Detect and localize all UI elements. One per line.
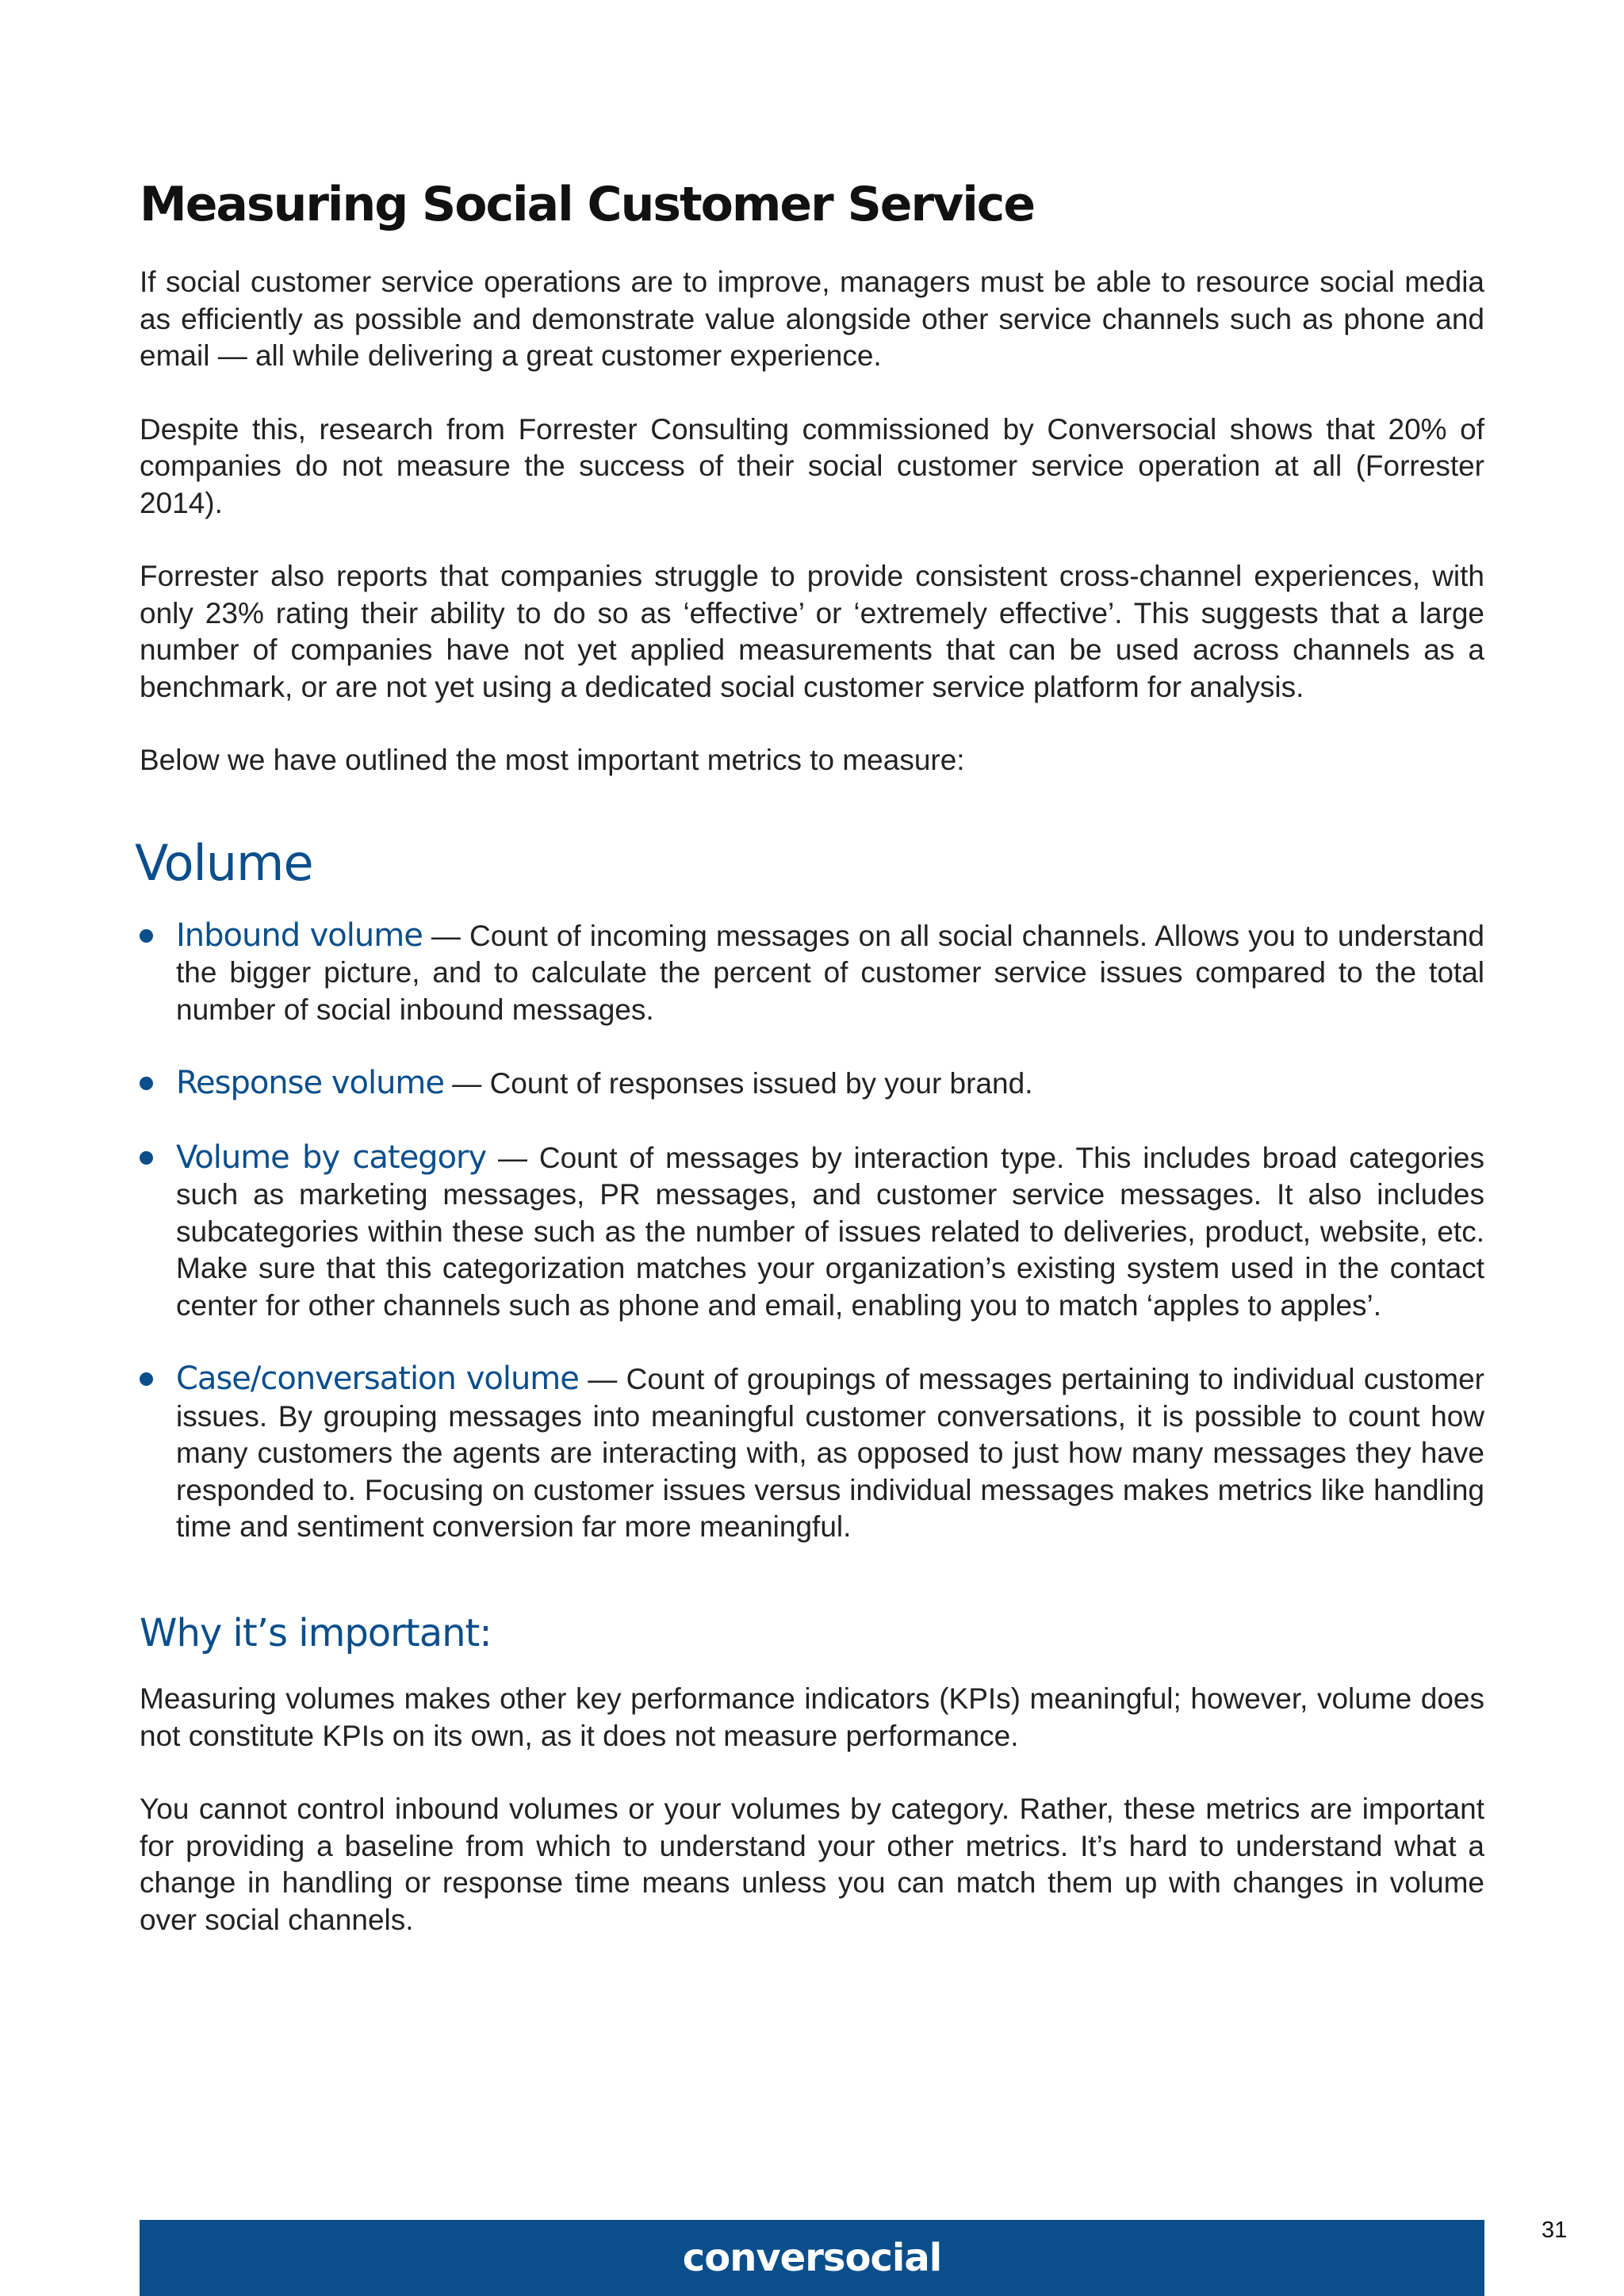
bullet-icon <box>140 1077 153 1090</box>
metric-term: Inbound volume <box>176 916 423 954</box>
section-title-volume: Volume <box>135 833 313 892</box>
bullet-icon <box>140 929 153 943</box>
intro-paragraph-2: Despite this, research from Forrester Consulting commissioned by Conversocial shows that 20% of companies do not measure the success of their social customer service operation at all (Forrester 2014). <box>140 412 1484 519</box>
metric-description: — Count of groupings of messages pertaining to individual customer issues. By grouping messages into meaningful customer conversations, it is possible to count how many customers the agents are interacting with, as opposed to just how many messages they have responded to. Focusing on customer issues versus individual messages makes metrics like handling time and sentiment conversion far more meaningful. <box>176 1363 1484 1544</box>
metric-description: — Count of responses issued by your brand. <box>444 1067 1033 1100</box>
metric-item-case-conversation-volume <box>140 1360 1484 1546</box>
page-number: 31 <box>1542 2218 1568 2243</box>
metric-term: Response volume <box>176 1065 445 1102</box>
bullet-icon <box>140 1151 153 1165</box>
intro-paragraph-4: Below we have outlined the most important metrics to measure: <box>140 744 965 776</box>
metric-list <box>140 917 1484 1546</box>
metric-item-response-volume <box>140 1065 1484 1103</box>
why-paragraph-1: Measuring volumes makes other key performance indicators (KPIs) meaningful; however, volume does not constitute KPIs on its own, as it does not measure performance. <box>140 1682 1484 1752</box>
metric-item-inbound-volume <box>140 917 1484 1029</box>
metric-item-volume-by-category <box>140 1139 1484 1325</box>
metric-description: — Count of messages by interaction type. This includes broad categories such as marketing messages, PR messages, and customer service messages. It also includes subcategories within these such as the number of issues related to deliveries, product, website, etc. Make sure that this categorization matches your organization’s existing system used in the contact center for other channels such as phone and email, enabling you to match ‘apples to apples’. <box>176 1141 1484 1322</box>
intro-paragraph-1: If social customer service operations are to improve, managers must be able to resource social media as efficiently as possible and demonstrate value alongside other service channels such as phone and email — all while delivering a great customer experience. <box>140 266 1484 372</box>
metric-term: Volume by category <box>176 1138 487 1176</box>
intro-paragraph-3: Forrester also reports that companies struggle to provide consistent cross-channel experiences, with only 23% rating their ability to do so as ‘effective’ or ‘extremely effective’. This suggests that a large number of companies have not yet applied measurements that can be used across channels as a benchmark, or are not yet using a dedicated social customer service platform for analysis. <box>140 560 1484 703</box>
metric-term: Case/conversation volume <box>176 1360 579 1398</box>
why-important-title: Why it’s important: <box>140 1610 492 1655</box>
brand-logo: conversocial <box>682 2236 942 2280</box>
page-title: Measuring Social Customer Service <box>140 177 1035 232</box>
page-content <box>135 177 1484 1975</box>
metric-description: — Count of incoming messages on all social channels. Allows you to understand the bigger picture, and to calculate the percent of customer service issues compared to the total number of social inbound messages. <box>176 919 1484 1026</box>
bullet-icon <box>140 1372 153 1386</box>
footer-bar <box>140 2220 1484 2296</box>
why-paragraph-2: You cannot control inbound volumes or your volumes by category. Rather, these metrics are important for providing a baseline from which to understand your other metrics. It’s hard to understand what a change in handling or response time means unless you can match them up with changes in volume over social channels. <box>140 1793 1484 1936</box>
